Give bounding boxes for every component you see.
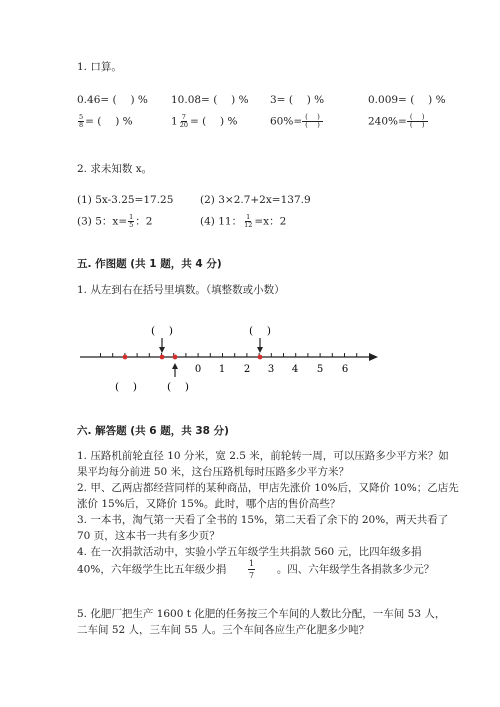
ticks [101, 353, 357, 357]
equation: (4) 11： $\frac{1}{12}$ =x：2 [200, 213, 287, 229]
calc-item: 0.46= ( ) % [77, 94, 148, 106]
tick-label: 5 [316, 364, 324, 375]
arrow-head-icon [369, 353, 378, 361]
tick-label: 2 [243, 364, 251, 375]
arrow-head-icon [172, 363, 178, 369]
fraction: $\frac{1}{5}$ [129, 213, 134, 229]
problem-line: 40%，六年级学生比五年级少捐 $\frac{1}{7}$ 。四、六年级学生各捐款多少元？ [77, 559, 435, 580]
answer-blank: ( ) [114, 381, 138, 393]
blank-fraction: $\frac{( )}{( )}$ [302, 114, 323, 129]
tick-label: 1 [218, 364, 226, 375]
tick-label: 3 [267, 364, 275, 375]
problem-line: 1. 压路机前轮直径 10 分米，宽 2.5 米，前轮转一周，可以压路多少平方米？如 [77, 450, 449, 462]
fraction: $\frac{5}{8}$ [79, 113, 84, 129]
tick-label: 4 [291, 364, 299, 375]
problem-line: 涨价 15%后，又降价 15%。此时，哪个店的售价高些？ [77, 498, 341, 510]
red-point [160, 355, 165, 360]
question-2-title: 2. 求未知数 x。 [77, 163, 153, 175]
problem-line: 二车间 52 人，三车间 55 人。三个车间各应生产化肥多少吨？ [77, 624, 370, 636]
answer-blank: ( ) [150, 325, 174, 337]
red-point [258, 355, 263, 360]
calc-item: 1 $\frac{7}{20}$ = ( ) % [171, 113, 238, 129]
question-text: 1. 从左到右在括号里填数。（填整数或小数） [77, 284, 285, 296]
problem-line: 5. 化肥厂把生产 1600 t 化肥的任务按三个车间的人数比分配，一车间 53 人， [77, 608, 446, 620]
calc-item: 10.08= ( ) % [171, 94, 249, 106]
answer-blank: ( ) [166, 381, 190, 393]
equation: (2) 3×2.7+2x=137.9 [200, 194, 311, 206]
equation: (1) 5x-3.25=17.25 [77, 194, 174, 206]
problem-line: 3. 一本书，淘气第一天看了全书的 15%，第二天看了余下的 20%，两天共看了 [77, 514, 449, 526]
red-point [123, 355, 128, 360]
problem-line: 4. 在一次捐款活动中，实验小学五年级学生共捐款 560 元，比四年级多捐 [77, 546, 422, 558]
tick-label: 6 [341, 364, 349, 375]
arrow-head-icon [159, 347, 165, 353]
problem-line: 2. 甲、乙两店都经营同样的某种商品，甲店先涨价 10%后，又降价 10%；乙店先 [77, 482, 459, 494]
blank-fraction: $\frac{( )}{( )}$ [407, 114, 428, 129]
calc-item: 0.009= ( ) % [368, 94, 446, 106]
answer-blank: ( ) [248, 325, 272, 337]
question-1-title: 1. 口算。 [77, 61, 122, 73]
calc-item: 240%= $\frac{( )}{( )}$ [368, 114, 428, 129]
fraction: $\frac{7}{20}$ [179, 113, 188, 129]
problem-line: 70 页，这本书一共有多少页？ [77, 530, 220, 542]
calc-item: 3= ( ) % [270, 94, 325, 106]
fraction: $\frac{1}{12}$ [244, 213, 253, 229]
equation: (3) 5：x= $\frac{1}{5}$ ：2 [77, 213, 153, 229]
calc-item: 60%= $\frac{( )}{( )}$ [270, 114, 323, 129]
calc-item: $\frac{5}{8}$ = ( ) % [79, 113, 133, 129]
section-6-heading: 六. 解答题 (共 6 题，共 38 分) [77, 425, 229, 437]
number-line [0, 320, 500, 400]
problem-line: 果平均每分前进 50 米，这台压路机每时压路多少平方米？ [77, 466, 350, 478]
red-point [173, 355, 178, 360]
arrow-head-icon [257, 347, 263, 353]
fraction: $\frac{1}{7}$ [249, 559, 255, 580]
section-5-heading: 五. 作图题 (共 1 题，共 4 分) [77, 258, 222, 270]
tick-label: 0 [194, 364, 202, 375]
